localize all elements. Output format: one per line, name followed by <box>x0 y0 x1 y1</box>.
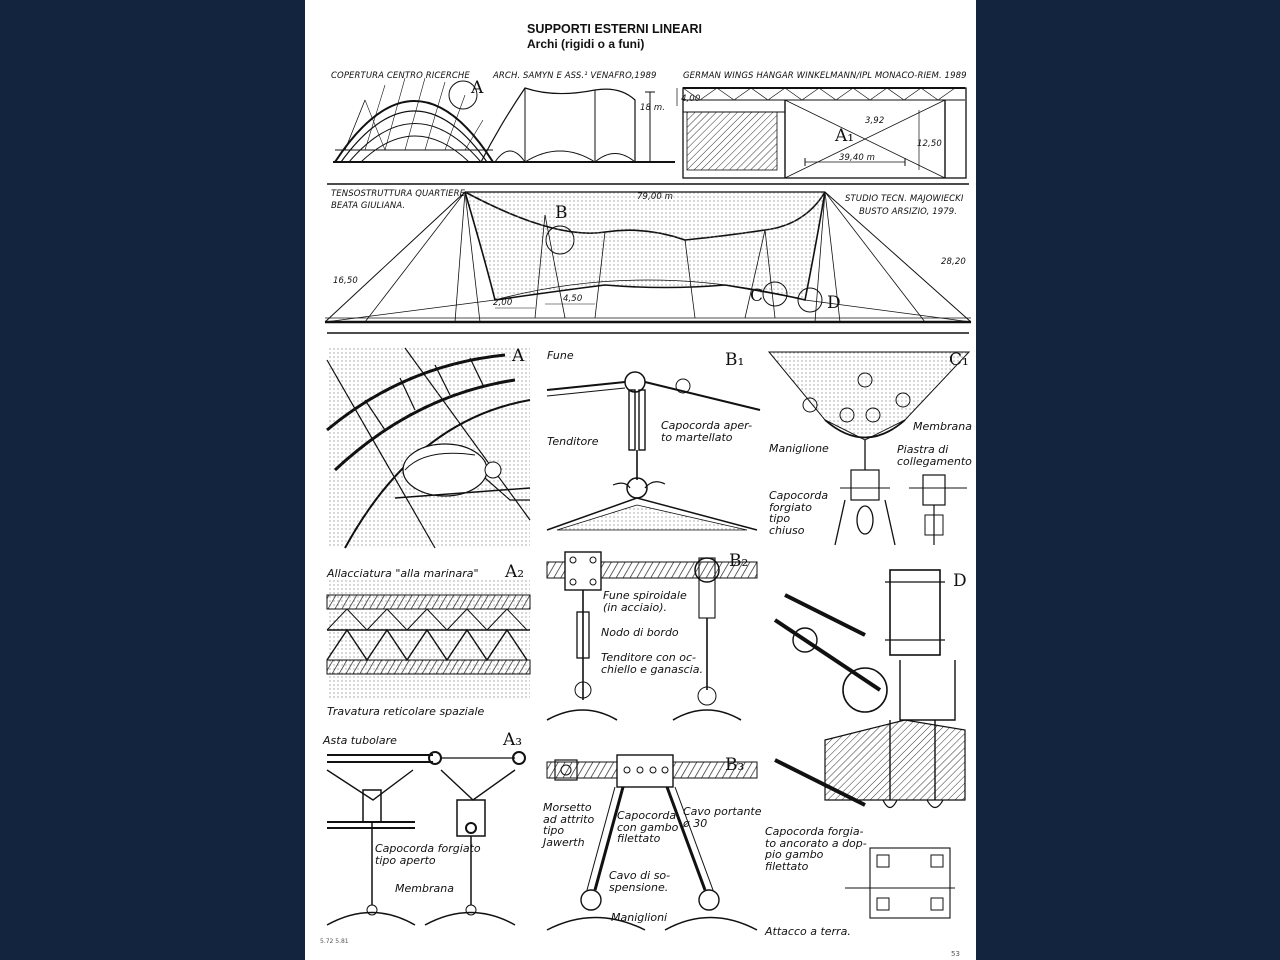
detail-letter-d: D <box>827 293 841 313</box>
label-capocorda-aperto-a3: Capocorda forgiato tipo aperto <box>375 842 481 867</box>
panel-b1-letter: B₁ <box>725 350 745 370</box>
label-maniglione: Maniglione <box>769 442 829 455</box>
label-piastra: Piastra di collegamento <box>897 443 972 468</box>
hangar-drawing <box>677 88 966 178</box>
label-maniglioni: Maniglioni <box>611 911 668 924</box>
dim-16-50: 16,50 <box>333 276 358 286</box>
label-tenditore-occhiello: Tenditore con oc- chiello e ganascia. <box>601 651 703 676</box>
top-left-caption: COPERTURA CENTRO RICERCHE <box>331 71 470 81</box>
label-capocorda-doppio: Capocorda forgia- to ancorato a dop- pio gambo filettato <box>765 825 867 873</box>
panel-a2-drawing <box>327 580 530 698</box>
panel-a3-drawing <box>327 752 525 925</box>
tenso-caption-line1: TENSOSTRUTTURA QUARTIERE <box>331 189 466 199</box>
arch-elevation-drawing <box>333 78 675 162</box>
label-cavo-portante: Cavo portante ø 30 <box>683 805 762 830</box>
label-fune-spiroidale: Fune spiroidale (in acciaio). <box>603 589 687 614</box>
label-morsetto: Morsetto ad attrito tipo Jawerth <box>543 801 595 849</box>
label-membrana-a3: Membrana <box>395 882 454 895</box>
dim-39-40: 39,40 m <box>839 153 876 163</box>
studio-caption-line2: BUSTO ARSIZIO, 1979. <box>859 207 958 217</box>
dim-2-00: 2,00 <box>493 298 513 308</box>
detail-letter-a1: A₁ <box>835 126 855 146</box>
sheet-title: SUPPORTI ESTERNI LINEARI <box>527 22 703 36</box>
dim-12-50: 12,50 <box>917 139 942 149</box>
tenso-caption-line2: BEATA GIULIANA. <box>331 201 406 211</box>
label-tenditore: Tenditore <box>547 435 599 448</box>
top-right-caption: GERMAN WINGS HANGAR WINKELMANN/IPL MONACO-RIEM. 1989 <box>683 71 967 81</box>
panel-d-letter: D <box>953 571 967 591</box>
detail-letter-b: B <box>555 203 568 223</box>
label-attacco-terra: Attacco a terra. <box>765 925 851 938</box>
page-number: 53 <box>951 950 960 958</box>
label-capocorda-gambo: Capocorda con gambo filettato <box>617 809 679 846</box>
label-cavo-sospensione: Cavo di so- spensione. <box>609 869 671 894</box>
label-fune: Fune <box>547 349 574 362</box>
panel-a2-letter: A₂ <box>505 562 525 582</box>
panel-b3-letter: B₃ <box>725 755 745 775</box>
panel-c1-letter: C₁ <box>949 350 969 370</box>
span-label: 79,00 m <box>637 192 674 202</box>
label-asta-tubolare: Asta tubolare <box>323 734 397 747</box>
panel-a-drawing <box>327 348 530 548</box>
dim-3-92: 3,92 <box>865 116 885 126</box>
label-capocorda-aperto: Capocorda aper- to martellato <box>661 419 753 444</box>
dim-4-00: 4,00 <box>681 94 701 104</box>
label-nodo-bordo: Nodo di bordo <box>601 626 679 639</box>
panel-a-letter: A <box>512 346 525 366</box>
label-capocorda-chiuso: Capocorda forgiato tipo chiuso <box>769 489 829 537</box>
panel-b1-drawing <box>547 372 760 530</box>
top-arch-caption: ARCH. SAMYN E ASS.¹ VENAFRO,1989 <box>493 71 657 81</box>
label-allacciatura: Allacciatura "alla marinara" <box>327 567 479 580</box>
height-label: 18 m. <box>640 103 665 113</box>
panel-b2-letter: B₂ <box>729 551 749 571</box>
drawing-sheet <box>305 0 976 960</box>
panel-a3-letter: A₃ <box>503 730 523 750</box>
signature: 5.72 5.81 <box>320 938 349 945</box>
sheet-subtitle: Archi (rigidi o a funi) <box>527 37 645 51</box>
dim-28-20: 28,20 <box>941 257 966 267</box>
label-travatura: Travatura reticolare spaziale <box>327 705 485 718</box>
label-membrana-c1: Membrana <box>913 420 972 433</box>
studio-caption-line1: STUDIO TECN. MAJOWIECKI <box>845 194 964 204</box>
dim-4-50: 4,50 <box>563 294 583 304</box>
detail-letter-a: A <box>471 78 484 98</box>
detail-letter-c: C <box>750 286 764 306</box>
